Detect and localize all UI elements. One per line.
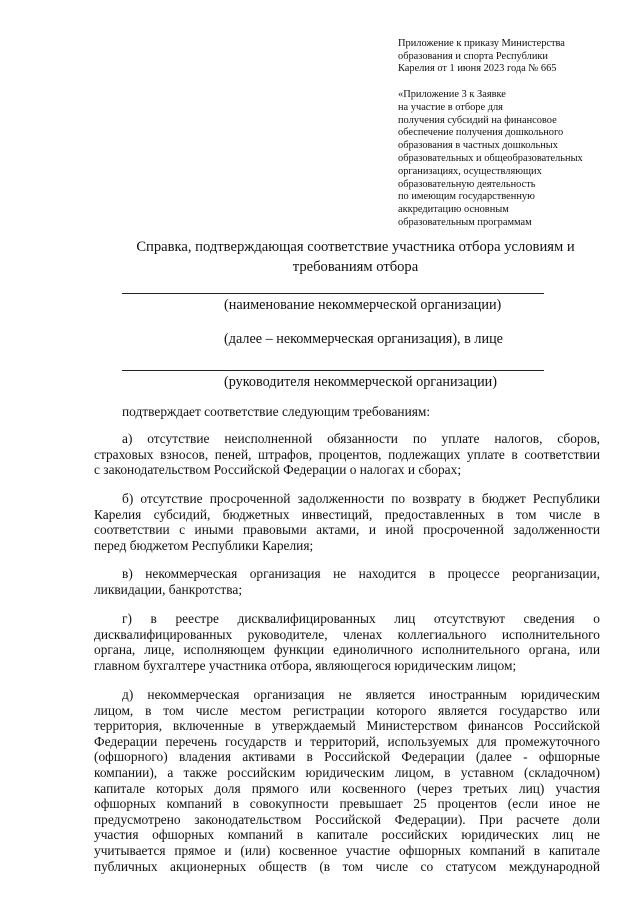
paragraph-line: участия офшорных компаний в капитале российских юридических лиц не (94, 827, 600, 843)
paragraph-line: с законодательством Российской Федерации о налогах и сборах; (94, 462, 462, 478)
paragraph-line: б) отсутствие просроченной задолженности по возврату в бюджет Республики (122, 491, 600, 506)
paragraph-line: ликвидации, банкротства; (94, 581, 243, 597)
paragraph-line: территория, включенные в утверждаемый Министерством финансов Российской (94, 718, 600, 734)
paragraph-line: г) в реестре дисквалифицированных лиц отсутствуют сведения о (122, 611, 600, 626)
head-caption: (руководителя некоммерческой организации) (224, 374, 497, 390)
order-note-line: Карелия от 1 июня 2023 года № 665 (398, 63, 557, 75)
paragraph-line: органа, лице, исполняющем функции единоличного исполнительного органа, или (94, 642, 600, 658)
requirement-b (94, 491, 600, 553)
paragraph-line: а) отсутствие неисполненной обязанности по уплате налогов, сборов, (122, 431, 600, 446)
annex-note-line: организациях, осуществляющих (398, 165, 542, 177)
org-name-blank-line (122, 293, 544, 294)
paragraph-line: в) некоммерческая организация не находится в процессе реорганизации, (122, 566, 600, 581)
hereinafter-caption: (далее – некоммерческая организация), в лице (224, 331, 503, 347)
annex-note-line: образовательную деятельность (398, 178, 536, 190)
paragraph-line: перед бюджетом Республики Карелия; (94, 537, 314, 553)
annex-note-line: на участие в отборе для (398, 101, 503, 113)
title-line-2: требованиям отбора (292, 258, 419, 275)
paragraph-line: офшорных компаний в совокупности превышает 25 процентов (если иное не (94, 796, 600, 812)
annex-reference-note (398, 89, 613, 230)
annex-note-line: обеспечение получения дошкольного (398, 127, 564, 139)
order-note-line: Приложение к приказу Министерства (398, 38, 565, 49)
document-title (118, 238, 593, 277)
annex-note-line: образования в частных дошкольных (398, 140, 558, 152)
requirement-c (94, 566, 600, 597)
paragraph-line: (офшорного) владения активами в Российской Федерации (далее - офшорные (94, 749, 600, 765)
head-name-blank-line (122, 370, 544, 371)
requirement-d (94, 611, 600, 673)
paragraph-line: д) некоммерческая организация не является иностранным юридическим (122, 687, 600, 702)
annex-note-line: образовательным программам (398, 216, 532, 228)
intro-text: подтверждает соответствие следующим требованиям: (122, 404, 431, 419)
annex-note-line: образовательных и общеобразовательных (398, 152, 583, 164)
title-line-1: Справка, подтверждающая соответствие участника отбора условиям и (136, 239, 575, 255)
order-note-line: образования и спорта Республики (398, 50, 548, 62)
paragraph-line: Федерации перечень государств и территорий, используемых для промежуточного (94, 733, 600, 749)
paragraph-line: компании), а также российским юридическим лицом, в уставном (складочном) (94, 764, 600, 780)
org-name-caption: (наименование некоммерческой организации) (224, 297, 502, 313)
annex-note-line: аккредитацию основным (398, 204, 509, 216)
paragraph-line: лицом, в том числе местом регистрации которого является государство или (94, 702, 600, 718)
paragraph-line: учитывается прямое и (или) косвенное участие офшорных компаний в капитале (94, 842, 600, 858)
annex-note-line: «Приложение 3 к Заявке (398, 89, 506, 100)
paragraph-line: страховых взносов, пеней, штрафов, процентов, подлежащих уплате в соответствии (94, 446, 600, 462)
annex-note-line: по имеющим государственную (398, 191, 535, 203)
requirement-e (94, 687, 600, 874)
paragraph-line: главном бухгалтере участника отбора, являющегося юридическим лицом; (94, 657, 517, 673)
annex-note-line: получения субсидий на финансовое (398, 114, 557, 126)
paragraph-line: дисквалифицированных руководителе, членах коллегиального исполнительного (94, 626, 600, 642)
paragraph-line: капитале которых доля прямого или косвенного (через третьих лиц) участия (94, 780, 600, 796)
paragraph-line: соответствии с иными правовыми актами, и иной просроченной задолженности (94, 522, 600, 538)
paragraph-line: Карелия субсидий, бюджетных инвестиций, предоставленных в том числе в (94, 506, 600, 522)
paragraph-line: предусмотрено законодательством Российской Федерации). При расчете доли (94, 811, 600, 827)
order-reference-note (398, 38, 608, 76)
requirement-a (94, 431, 600, 478)
paragraph-line: публичных акционерных обществ (в том числе со статусом международной (94, 858, 600, 874)
